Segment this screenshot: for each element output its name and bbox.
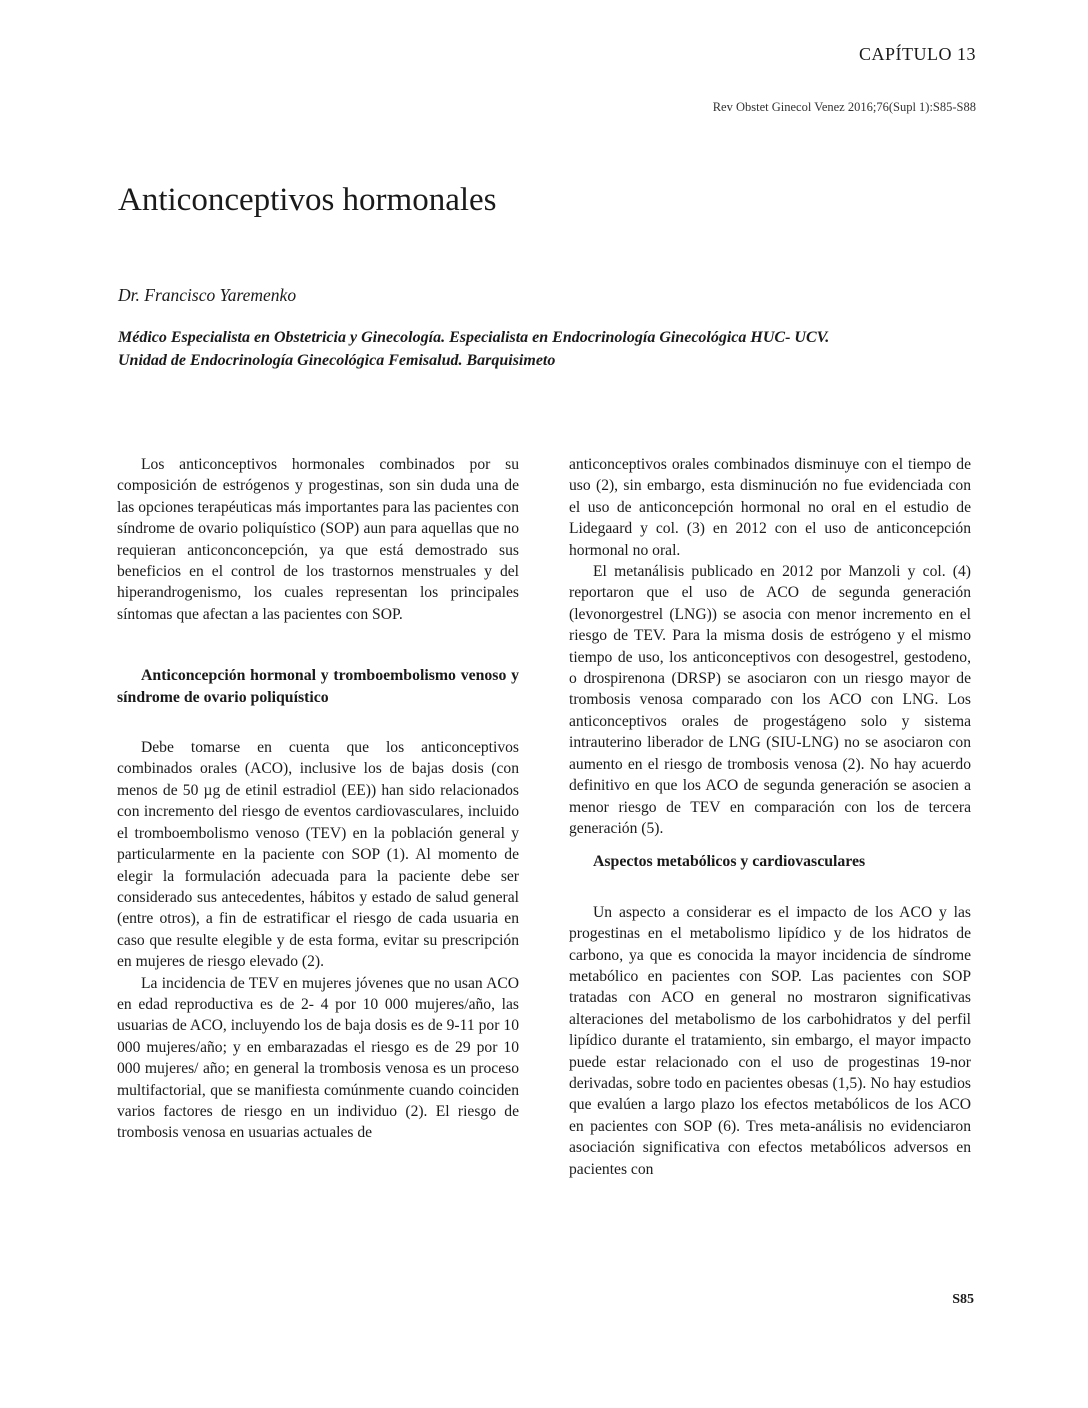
affiliation-line: Unidad de Endocrinología Ginecológica Femisalud. Barquisimeto	[118, 352, 556, 369]
affiliation-line: Médico Especialista en Obstetricia y Ginecología. Especialista en Endocrinología Ginecológica HUC- UCV.	[118, 329, 830, 346]
section-heading: Anticoncepción hormonal y tromboembolismo venoso y síndrome de ovario poliquístico	[117, 667, 519, 706]
body-paragraph: anticonceptivos orales combinados disminuye con el tiempo de uso (2), sin embargo, esta disminución no fue evidenciada con el uso de anticoncepción hormonal no oral en el estudio de Lidegaard y col. (3) en 2012 con el uso de anticoncepción hormonal no oral.	[569, 456, 971, 559]
body-paragraph: La incidencia de TEV en mujeres jóvenes que no usan ACO en edad reproductiva es de 2- 4 por 10 000 mujeres/año, las usuarias de ACO, incluyendo los de baja dosis es de 9-11 por 10 000 mujeres/año; y en embarazadas el riesgo es de 29 por 10 000 mujeres/ año; en general la trombosis venosa es un proceso multifactorial, que se manifiesta comúnmente cuando coinciden varios factores de riesgo en un individuo (2). El riesgo de trombosis venosa en usuarias actuales de	[117, 974, 519, 1142]
section-heading: Aspectos metabólicos y cardiovasculares	[593, 853, 866, 871]
author-name: Dr. Francisco Yaremenko	[118, 285, 297, 305]
author-affiliation	[118, 326, 978, 372]
body-paragraph: El metanálisis publicado en 2012 por Manzoli y col. (4) reportaron que el uso de ACO de segunda generación (levonorgestrel (LNG)) se asocia con menor incremento en el riesgo de TEV. Para la misma dosis de estrógeno y el mismo tiempo de uso, los anticonceptivos con desogestrel, gestodeno, o drospirenona (DRSP) se asociaron con un riesgo mayor de trombosis venosa comparado con los ACO con LNG. Los anticonceptivos orales de progestágeno solo y sistema intrauterino liberador de LNG (SIU-LNG) no se asociaron con aumento en el riesgo de trombosis venosa (2). No hay acuerdo definitivo en que los ACO de segunda generación se asocien a menor riesgo de TEV en comparación con los de tercera generación (5).	[569, 563, 971, 837]
journal-reference: Rev Obstet Ginecol Venez 2016;76(Supl 1):S85-S88	[712, 100, 976, 114]
body-paragraph: Los anticonceptivos hormonales combinados por su composición de estrógenos y progestinas, son sin duda una de las opciones terapéuticas más importantes para las pacientes con síndrome de ovario poliquístico (SOP) aun para aquellas que no requieran anticonconcepción, ya que está demostrado sus beneficios en el control de los trastornos menstruales y del hiperandrogenismo, los cuales representan los principales síntomas que afectan a las pacientes con SOP.	[117, 456, 519, 623]
body-paragraph: Debe tomarse en cuenta que los anticonceptivos combinados orales (ACO), inclusive los de bajas dosis (con menos de 50 µg de etinil estradiol (EE)) han sido relacionados con incremento del riesgo de eventos cardiovasculares, incluido el tromboembolismo venoso (TEV) en la población general y particularmente en la paciente con SOP (1). Al momento de elegir la formulación adecuada para la paciente debe ser considerado sus antecedentes, hábitos y estado de salud general (entre otros), a fin de estratificar el riesgo de cada usuaria en caso que resulte elegible y de esta forma, evitar su prescripción en mujeres de riesgo elevado (2).	[117, 739, 519, 971]
chapter-label: CAPÍTULO 13	[859, 44, 976, 64]
body-paragraph: Un aspecto a considerar es el impacto de los ACO y las progestinas en el metabolismo lipídico y de los hidratos de carbono, ya que es conocida la mayor incidencia de síndrome metabólico en pacientes con SOP. Las pacientes con SOP tratadas con ACO en general no mostraron significativas alteraciones del metabolismo de los carbohidratos y del perfil lipídico durante el tratamiento, sin embargo, el mayor impacto puede estar relacionado con el uso de progestinas 19-nor derivadas, sobre todo en pacientes obesas (1,5). No hay estudios que evalúen a largo plazo los efectos metabólicos de los ACO en pacientes con SOP (6). Tres meta-análisis no evidenciaron asociación significativa con efectos metabólicos adversos en pacientes con	[569, 903, 971, 1178]
article-title: Anticonceptivos hormonales	[118, 182, 497, 218]
page-number: S85	[952, 1292, 974, 1307]
right-column	[569, 454, 971, 1180]
left-column	[117, 454, 519, 1144]
